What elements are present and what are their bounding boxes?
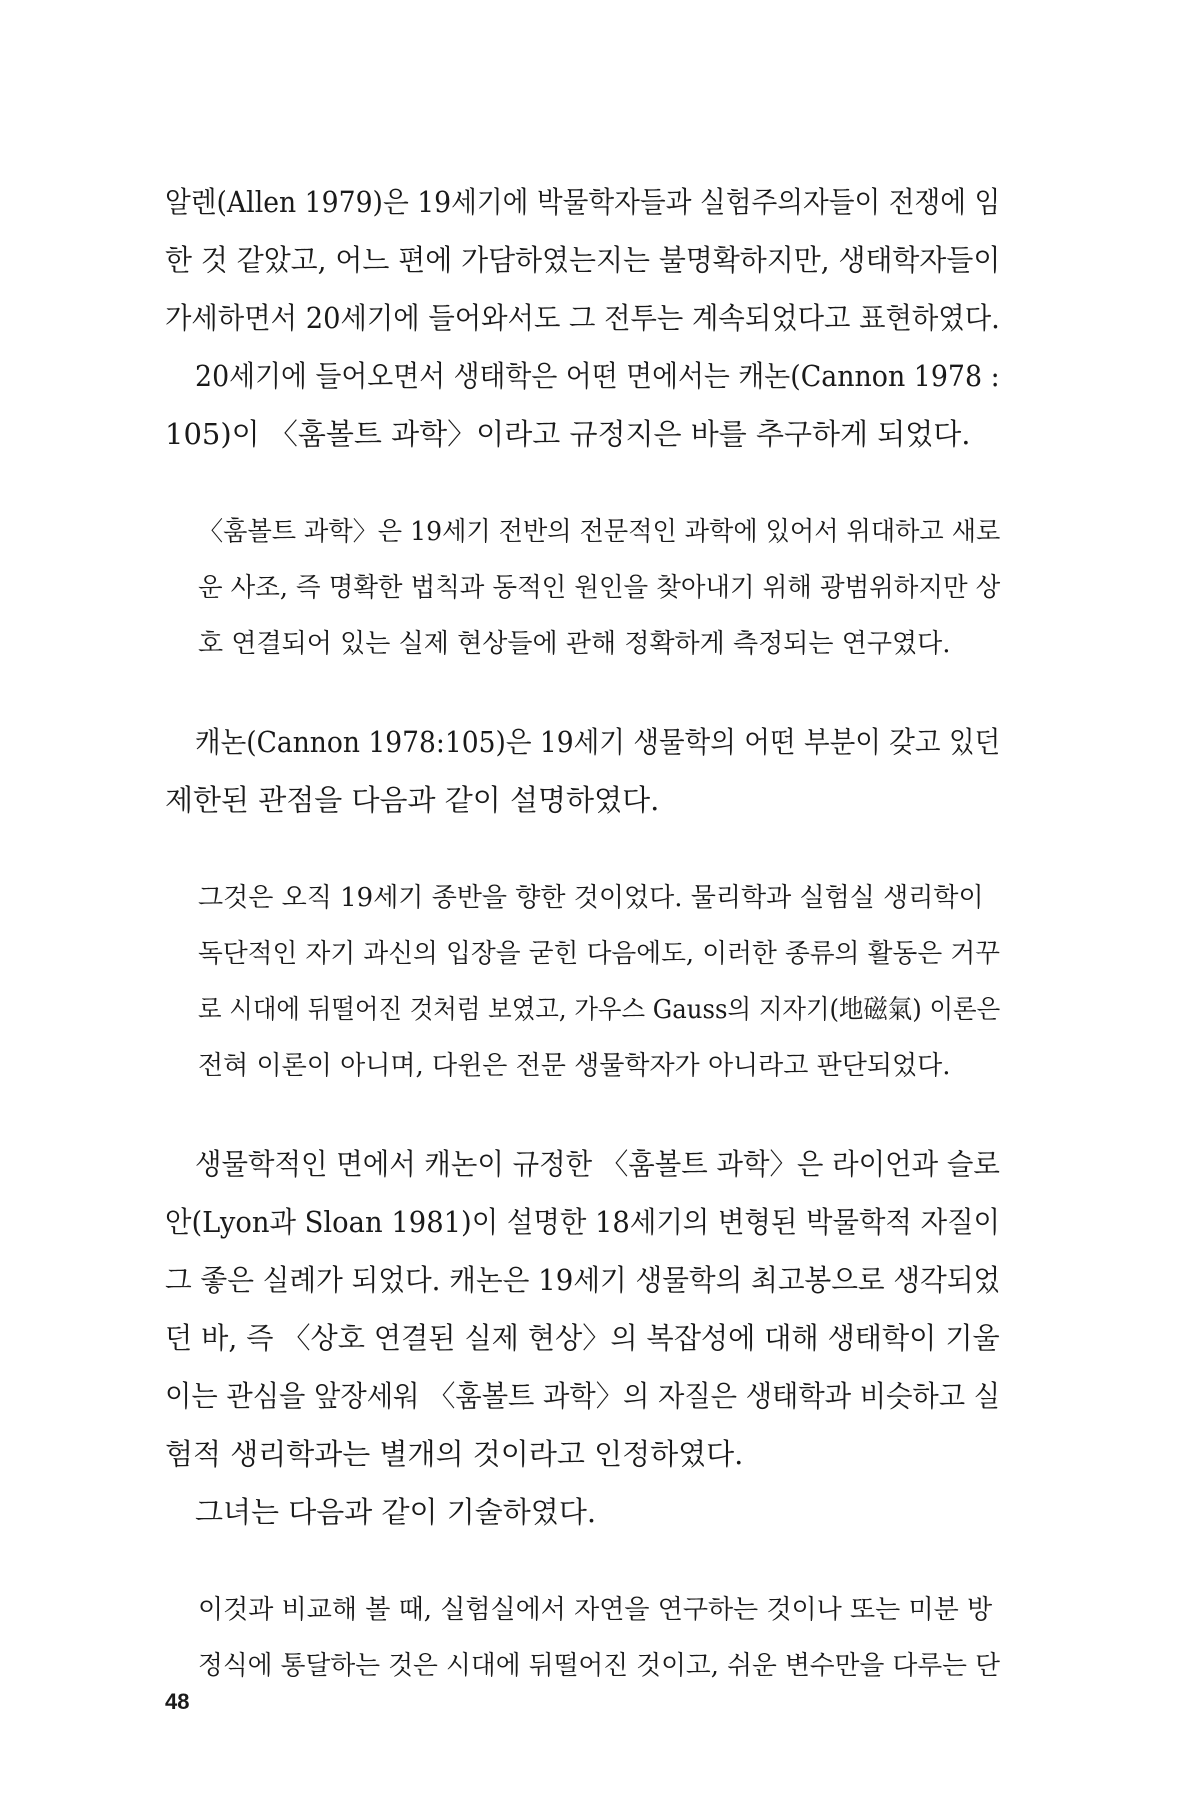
quote-line: 전혀 이론이 아니며, 다윈은 전문 생물학자가 아니라고 판단되었다. — [198, 1051, 951, 1081]
text-line: 험적 생리학과는 별개의 것이라고 인정하였다. — [165, 1437, 744, 1471]
quote-line: 〈훔볼트 과학〉은 19세기 전반의 전문적인 과학에 있어서 위대하고 새로 — [198, 517, 1001, 547]
quote-line: 운 사조, 즉 명확한 법칙과 동적인 원인을 찾아내기 위해 광범위하지만 상 — [198, 573, 1001, 603]
quote-line: 이것과 비교해 볼 때, 실험실에서 자연을 연구하는 것이나 또는 미분 방 — [198, 1595, 993, 1625]
text-line: 20세기에 들어오면서 생태학은 어떤 면에서는 캐논(Cannon 1978 : — [195, 359, 1000, 393]
text-line: 안(Lyon과 Sloan 1981)이 설명한 18세기의 변형된 박물학적 자질이 — [165, 1205, 1000, 1239]
text-line: 제한된 관점을 다음과 같이 설명하였다. — [165, 783, 660, 817]
text-line: 캐논(Cannon 1978:105)은 19세기 생물학의 어떤 부분이 갖고 있던 — [195, 725, 1001, 759]
quote-line: 호 연결되어 있는 실제 현상들에 관해 정확하게 측정되는 연구였다. — [198, 629, 951, 659]
quote-line: 정식에 통달하는 것은 시대에 뒤떨어진 것이고, 쉬운 변수만을 다루는 단 — [198, 1651, 1001, 1681]
text-line: 그 좋은 실례가 되었다. 캐논은 19세기 생물학의 최고봉으로 생각되었 — [165, 1263, 1001, 1297]
text-line: 한 것 같았고, 어느 편에 가담하였는지는 불명확하지만, 생태학자들이 — [165, 243, 1001, 277]
quote-line: 로 시대에 뒤떨어진 것처럼 보였고, 가우스 Gauss의 지자기(地磁氣) 이론은 — [198, 995, 1001, 1025]
text-line: 105)이 〈훔볼트 과학〉이라고 규정지은 바를 추구하게 되었다. — [165, 417, 971, 451]
text-line: 알렌(Allen 1979)은 19세기에 박물학자들과 실험주의자들이 전쟁에 임 — [165, 185, 1001, 219]
text-line: 이는 관심을 앞장세워 〈훔볼트 과학〉의 자질은 생태학과 비슷하고 실 — [165, 1379, 1001, 1413]
text-line: 그녀는 다음과 같이 기술하였다. — [195, 1495, 597, 1529]
quote-line: 그것은 오직 19세기 종반을 향한 것이었다. 물리학과 실험실 생리학이 — [198, 883, 984, 913]
text-line: 생물학적인 면에서 캐논이 규정한 〈훔볼트 과학〉은 라이언과 슬로 — [195, 1147, 1000, 1181]
page-number: 48 — [165, 1689, 190, 1714]
text-line: 던 바, 즉 〈상호 연결된 실제 현상〉의 복잡성에 대해 생태학이 기울 — [165, 1321, 1000, 1355]
text-line: 가세하면서 20세기에 들어와서도 그 전투는 계속되었다고 표현하였다. — [165, 301, 1000, 335]
quote-line: 독단적인 자기 과신의 입장을 굳힌 다음에도, 이러한 종류의 활동은 거꾸 — [198, 939, 1001, 969]
